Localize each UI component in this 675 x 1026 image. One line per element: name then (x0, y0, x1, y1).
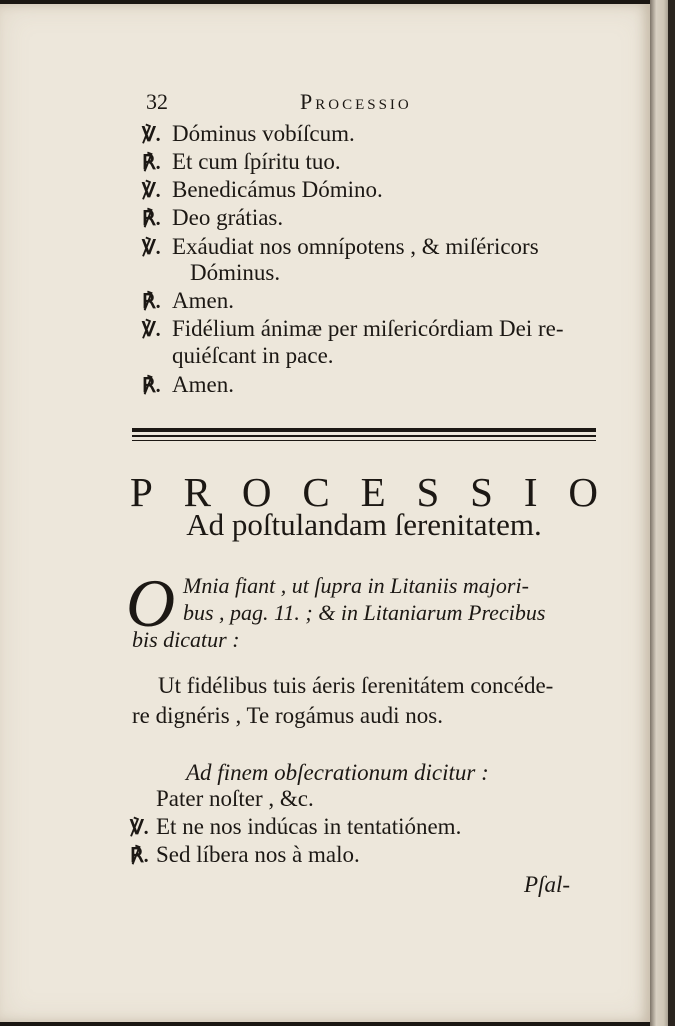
response-symbol: ℟. (142, 291, 161, 313)
petition-line: re dignéris , Te rogámus audi nos. (132, 703, 443, 728)
catchword: Pſal- (524, 872, 570, 897)
section-subtitle: Ad poſtulandam ſerenitatem. (186, 507, 542, 542)
line-text: quiéſcant in pace. (172, 343, 334, 368)
versicle-line (142, 316, 564, 343)
drop-cap: O (126, 565, 176, 641)
versicle-symbol: ℣. (142, 124, 161, 146)
versicle-symbol: ℣. (130, 817, 149, 839)
response-symbol: ℟. (142, 152, 161, 174)
line-text: Dóminus. (190, 260, 281, 285)
rubric-line: Mnia fiant , ut ſupra in Litaniis majori- (183, 573, 529, 598)
continuation-line (142, 260, 280, 286)
response-line (142, 372, 234, 399)
line-text: Sed líbera nos à malo. (156, 842, 360, 867)
title-letter: S (470, 469, 493, 515)
rubric-line: bus , pag. 11. ; & in Litaniarum Precibus (183, 600, 546, 625)
versicle-line (142, 177, 383, 204)
line-text: Fidélium ánimæ per miſericórdiam Dei re‑ (172, 316, 564, 341)
page-number: 32 (146, 89, 168, 114)
line-text: Exáudiat nos omnípotens , & miſéricors (172, 234, 539, 259)
line-text: Dóminus vobíſcum. (172, 121, 355, 146)
versicle-line (142, 121, 355, 148)
versicle-symbol: ℣. (142, 319, 161, 341)
response-line (142, 288, 234, 315)
response-line (130, 842, 360, 869)
title-letter: P (130, 469, 153, 515)
line-text: Benedicámus Dómino. (172, 177, 383, 202)
response-line (142, 205, 283, 232)
ornament-rule-thin (132, 435, 596, 437)
petition-line: Ut fidélibus tuis áeris ſerenitátem concéde- (158, 673, 554, 698)
versicle-symbol: ℣. (142, 180, 161, 202)
versicle-line (130, 814, 461, 841)
line-text: Amen. (172, 372, 234, 397)
response-symbol: ℟. (142, 375, 161, 397)
title-letter: O (241, 469, 272, 515)
rubric-line: bis dicatur : (132, 627, 240, 652)
pater-noster-line (156, 786, 314, 812)
title-letter: R (183, 469, 212, 515)
line-text: Deo grátias. (172, 205, 284, 230)
title-letter: S (416, 469, 440, 515)
response-line (142, 149, 341, 176)
running-header (146, 86, 596, 116)
versicle-symbol: ℣. (142, 237, 161, 259)
title-letter: O (568, 469, 598, 515)
title-letter: C (302, 469, 330, 515)
ornament-rule-thick (132, 428, 596, 432)
rubric-finem: Ad finem obſecrationum dicitur : (186, 760, 489, 785)
ornament-rule-thin (132, 440, 596, 441)
continuation-line (142, 343, 334, 369)
line-text: Pater noſter , &c. (156, 786, 314, 811)
title-letter: I (523, 469, 538, 515)
line-text: Amen. (172, 288, 234, 313)
versicle-line (142, 234, 539, 261)
title-letter: E (360, 469, 386, 515)
line-text: Et ne nos indúcas in tentatiónem. (156, 814, 462, 839)
response-symbol: ℟. (130, 845, 149, 867)
binding-shadow (668, 0, 675, 1026)
running-title: Processio (300, 89, 412, 114)
line-text: Et cum ſpíritu tuo. (172, 149, 341, 174)
response-symbol: ℟. (142, 208, 161, 230)
